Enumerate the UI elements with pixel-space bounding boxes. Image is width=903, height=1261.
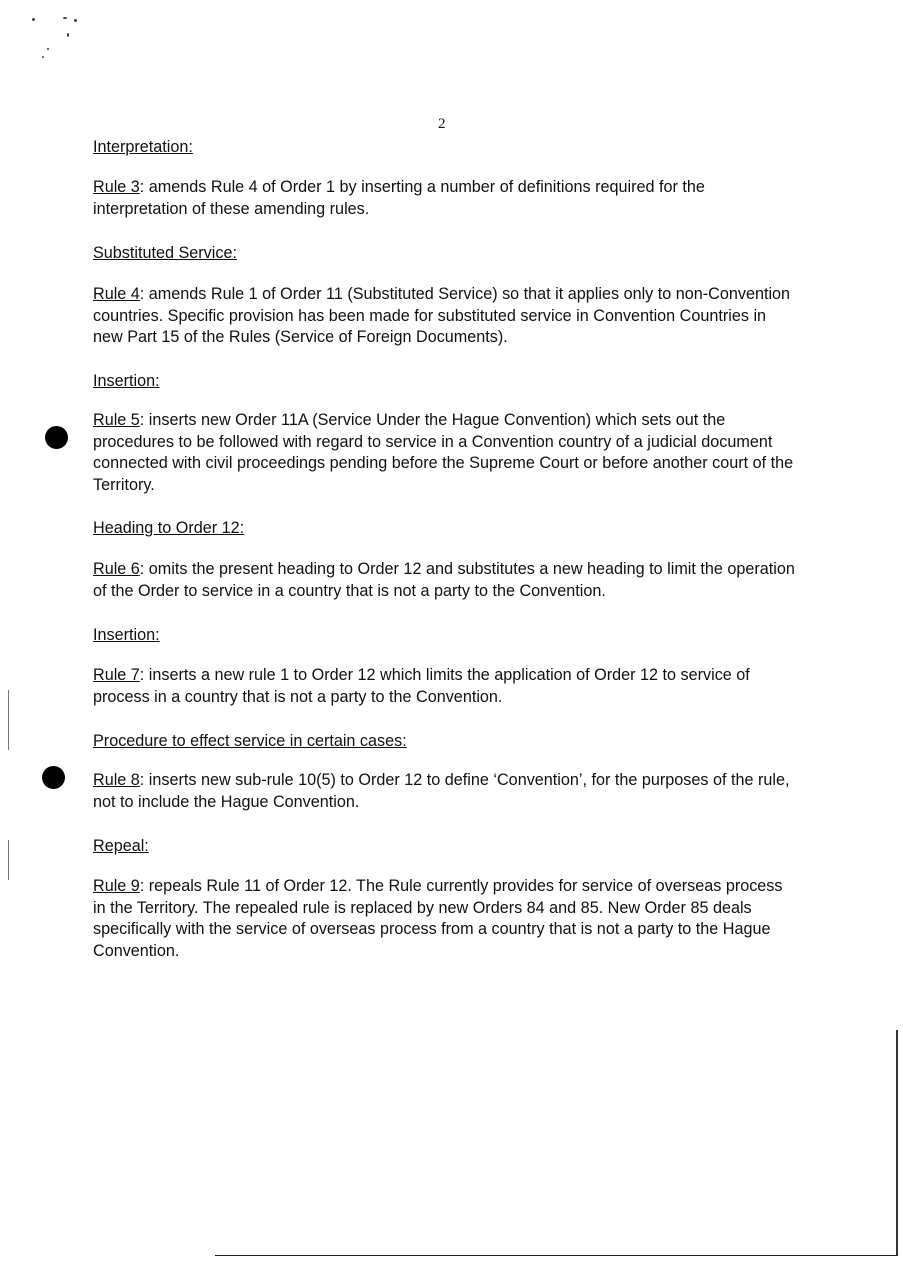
rule-reference: Rule 8 [93,771,140,789]
section-body-rule-4 [93,284,798,349]
section-body-rule-6 [93,559,798,602]
section-heading-procedure: Procedure to effect service in certain cases: [93,732,407,750]
rule-text: : inserts new Order 11A (Service Under the Hague Convention) which sets out the procedures to be followed with regard to service in a Convention country of a judicial document connected with civil proceedings pending before the Supreme Court or before another court of the Territory. [93,411,794,494]
rule-text: : inserts a new rule 1 to Order 12 which limits the application of Order 12 to service of process in a country that is not a party to the Convention. [93,666,750,706]
rule-text: : repeals Rule 11 of Order 12. The Rule currently provides for service of overseas process in the Territory. The repealed rule is replaced by new Orders 84 and 85. New Order 85 deals specifically with the service of overseas process from a country that is not a party to the Hague Convention. [93,877,783,960]
rule-reference: Rule 7 [93,666,140,684]
rule-text: : omits the present heading to Order 12 and substitutes a new heading to limit the operation of the Order to service in a country that is not a party to the Convention. [93,560,795,600]
scan-bottom-line [215,1255,898,1256]
scan-speck [42,56,44,58]
rule-reference: Rule 3 [93,178,140,196]
section-body-rule-5 [93,410,798,496]
scan-edge-line [8,840,9,880]
rule-text: : amends Rule 1 of Order 11 (Substituted Service) so that it applies only to non-Convention countries. Specific provision has been made for substituted service in Convention Countries in new Part 15 of the Rules (Service of Foreign Documents). [93,285,791,346]
scan-speck [32,18,35,21]
scan-speck [67,33,69,37]
margin-bullet [45,426,68,449]
rule-text: : amends Rule 4 of Order 1 by inserting a number of definitions required for the interpretation of these amending rules. [93,178,705,218]
section-body-rule-8 [93,770,798,813]
section-heading-repeal: Repeal: [93,837,149,855]
rule-reference: Rule 6 [93,560,140,578]
scan-speck [63,17,67,19]
rule-reference: Rule 9 [93,877,140,895]
scan-speck [74,19,77,22]
section-body-rule-7 [93,665,798,708]
rule-text: : inserts new sub-rule 10(5) to Order 12 to define ‘Convention’, for the purposes of the rule, not to include the Hague Convention. [93,771,790,811]
scan-speck [47,48,49,50]
rule-reference: Rule 5 [93,411,140,429]
scan-edge-line [896,1030,898,1255]
section-heading-insertion: Insertion: [93,372,160,390]
section-heading-insertion: Insertion: [93,626,160,644]
page-number: 2 [438,116,446,132]
rule-reference: Rule 4 [93,285,140,303]
section-body-rule-9 [93,876,798,962]
section-heading-order-12: Heading to Order 12: [93,519,245,537]
section-heading-interpretation: Interpretation: [93,138,193,156]
section-heading-substituted-service: Substituted Service: [93,244,237,262]
margin-bullet [42,766,65,789]
section-body-rule-3 [93,177,798,220]
scan-edge-line [8,690,9,750]
